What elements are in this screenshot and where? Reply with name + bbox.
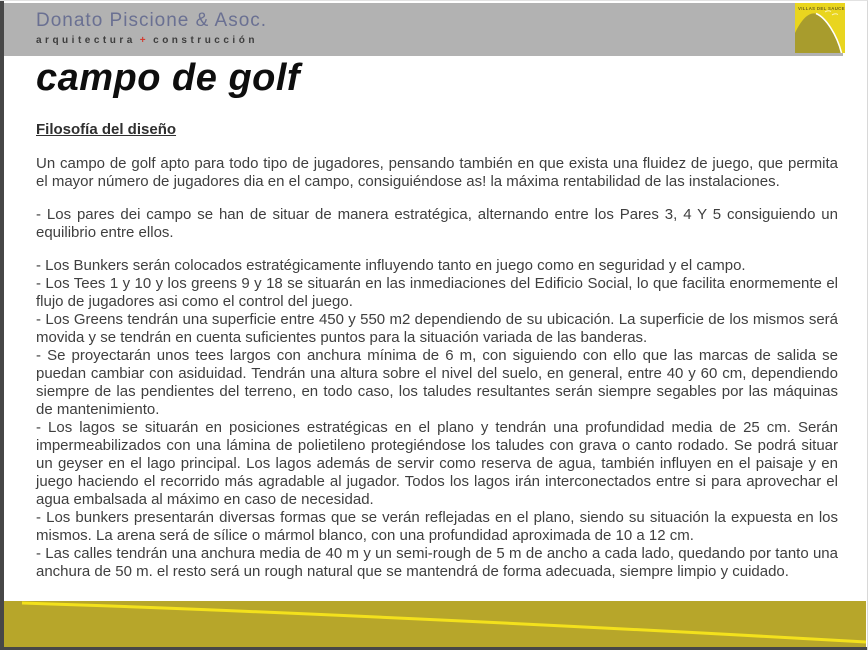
paragraph-pares: - Los pares dei campo se han de situar de manera estratégica, alternando entre los Pares 3, 4 Y 5 consiguiendo un equilibrio entre ellos. xyxy=(36,206,838,241)
dune-logo-icon xyxy=(795,3,845,53)
left-edge-border xyxy=(0,1,4,650)
villas-del-sauce-logo xyxy=(795,3,845,53)
paragraph-tees-largos: - Se proyectarán unos tees largos con anchura mínima de 6 m, con siguiendo con ello que las marcas de salida se puedan cambiar con asiduidad. Tendrán una altura sobre el nivel del suelo, en general, entre 40 y 60 cm, dependiendo siempre de las pendientes del terreno, en todo caso, los taludes resultantes serán siempre segables por las máquinas de mantenimiento. xyxy=(36,347,838,418)
brand-logo xyxy=(36,10,267,46)
plus-icon: + xyxy=(139,35,150,46)
section-heading: Filosofía del diseño xyxy=(36,121,177,138)
paragraph-greens-superficie: - Los Greens tendrán una superficie entre 450 y 550 m2 dependiendo de su ubicación. La superficie de los mismos será movida y se tendrán en cuenta suficientes puntos para la situación variada de las banderas. xyxy=(36,311,838,346)
tagline-right: construcción xyxy=(153,35,258,46)
header-band xyxy=(4,3,843,56)
body-content xyxy=(36,121,838,581)
bottom-accent-bar xyxy=(4,601,866,648)
paragraph-tees-greens: - Los Tees 1 y 10 y los greens 9 y 18 se situarán en las inmediaciones del Edificio Social, lo que facilita enormemente el flujo de jugadores asi como el control del juego. xyxy=(36,275,838,310)
page-title: campo de golf xyxy=(36,57,301,99)
company-name: Donato Piscione & Asoc. xyxy=(36,10,268,31)
paragraph-lagos: - Los lagos se situarán en posiciones estratégicas en el plano y tendrán una profundidad media de 25 cm. Serán impermeabilizados con una lámina de polietileno protegiéndose los taludes con grava o canto rodado. Se podrá situar un geyser en el lago principal. Los lagos además de servir como reserva de agua, también influyen en el paisaje y en juego haciendo el recorrido más agradable al jugador. Todos los lagos irán interconectados entre si para aprovechar el agua embalsada al máximo en caso de necesidad. xyxy=(36,419,838,508)
paragraph-bunkers-seguridad: - Los Bunkers serán colocados estratégicamente influyendo tanto en juego como en seguridad y el campo. xyxy=(36,257,746,274)
tagline-left: arquitectura xyxy=(36,35,136,46)
logo-caption: VILLAS DEL SAUCE xyxy=(798,6,845,11)
paragraph-bunkers-formas: - Los bunkers presentarán diversas formas que se verán reflejadas en el plano, siendo su situación la expuesta en los mismos. La arena será de sílice o mármol blanco, con una profundidad aproximada de 10 a 12 cm. xyxy=(36,509,838,544)
paragraph-intro: Un campo de golf apto para todo tipo de jugadores, pensando también en que exista una fluidez de juego, que permita el mayor número de jugadores dia en el campo, consiguiéndose as! la máxima rentabilidad de las instalaciones. xyxy=(36,155,838,190)
company-tagline xyxy=(36,35,267,46)
accent-curve-icon xyxy=(4,601,866,648)
paragraph-calles: - Las calles tendrán una anchura media de 40 m y un semi-rough de 5 m de ancho a cada lado, quedando por tanto una anchura de 50 m. el resto será un rough natural que se mantendrá de forma adecuada, siempre limpio y cuidado. xyxy=(36,545,838,580)
